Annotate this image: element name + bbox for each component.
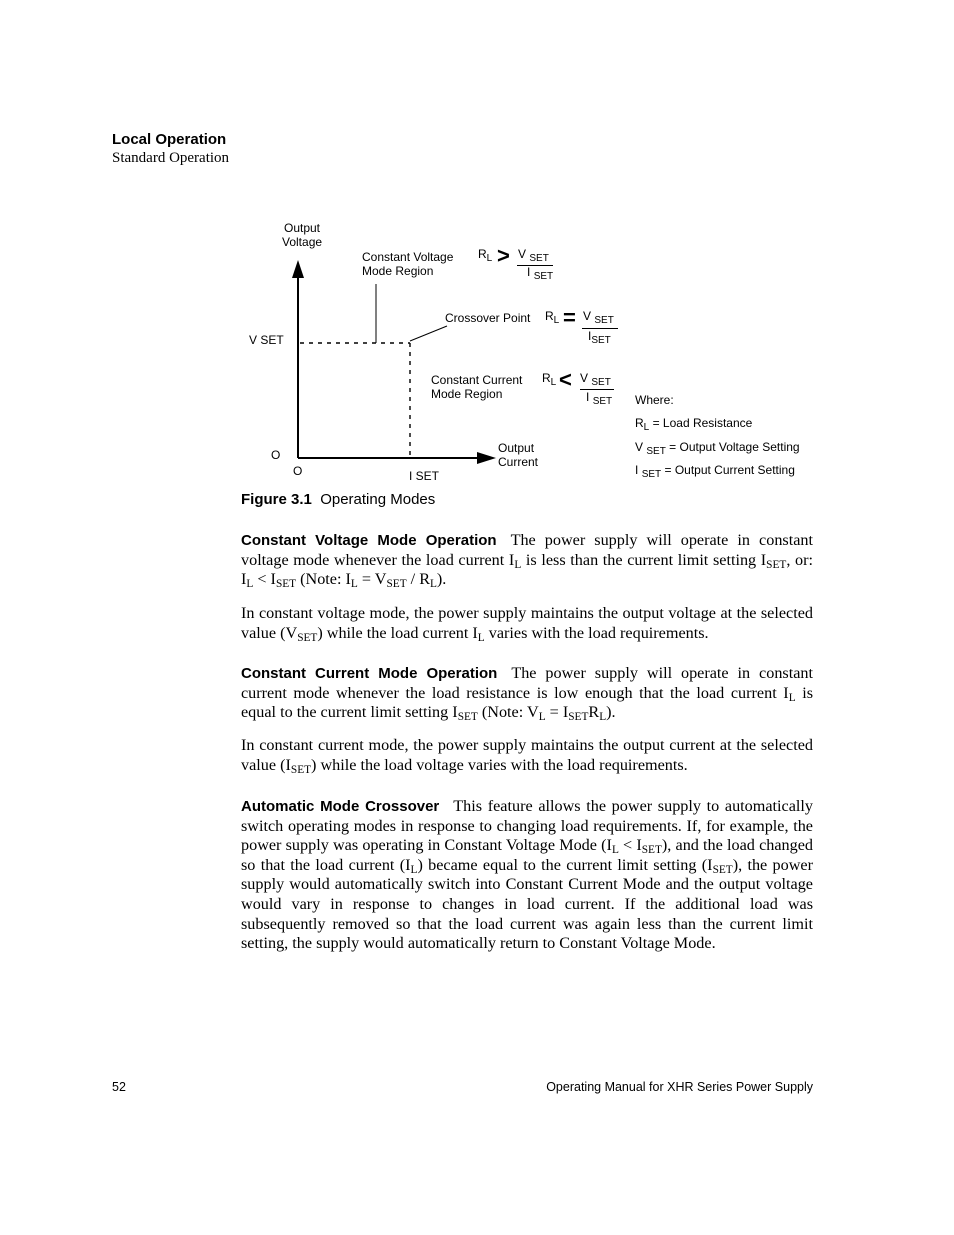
- formula-v: V: [583, 309, 592, 323]
- formula-l-sub: L: [486, 253, 493, 264]
- y-axis-label-line2: Voltage: [282, 235, 323, 249]
- page-number: 52: [112, 1080, 126, 1094]
- legend-v: V: [635, 440, 644, 454]
- formula-r: R: [478, 247, 487, 261]
- formula-i: I: [527, 265, 531, 279]
- legend-vset: [635, 440, 800, 456]
- y-axis-label-line1: Output: [283, 221, 321, 235]
- legend-r: R: [635, 416, 644, 430]
- formula-vset-numerator: [580, 371, 611, 387]
- formula-v: V: [580, 371, 589, 385]
- legend-vset-definition: = Output Voltage Setting: [669, 440, 800, 454]
- formula-set-sub: SET: [591, 377, 611, 388]
- crossover-leader: [410, 326, 447, 341]
- cv-region-label-line2: Mode Region: [362, 264, 434, 278]
- crossover-point-label: Crossover Point: [445, 311, 531, 325]
- formula-set-sub: SET: [533, 271, 554, 282]
- legend-set-sub: SET: [641, 469, 662, 480]
- formula-iset-denominator: [586, 390, 612, 406]
- formula-set-sub: SET: [529, 253, 549, 264]
- cc-region-label: [431, 373, 522, 401]
- amc-paragraph: Automatic Mode Crossover This feature allows the power supply to automatically switch operating modes in response to changing load requirements. If, for example, the power supply was operating in Constant Voltage Mode $(I_L < I_{SET})$, and the load changed so that the load current $(I_L)$ became equal to the current limit setting $(I_{SET})$, the power supply would automatically switch into Constant Current Mode and the output voltage would vary in response to changes in load current. If the additional load was subsequently removed so that the load current was again less than the current limit setting, the supply would automatically return to Constant Voltage Mode.: [241, 797, 813, 953]
- formula-iset-denominator: [527, 265, 553, 281]
- formula-r: R: [542, 371, 551, 385]
- cv-region-label-line1: Constant Voltage: [362, 250, 454, 264]
- formula-rl-equal: [545, 309, 559, 325]
- formula-i: I: [586, 390, 590, 404]
- legend-rl-definition: = Load Resistance: [652, 416, 753, 430]
- legend-iset: [635, 463, 795, 479]
- formula-v: V: [518, 247, 527, 261]
- figure-number: Figure 3.1: [241, 491, 312, 508]
- footer-doc-title: Operating Manual for XHR Series Power Supply: [546, 1080, 813, 1094]
- formula-r: R: [545, 309, 554, 323]
- figure-title: Operating Modes: [320, 491, 436, 508]
- cc-region-label-line2: Mode Region: [431, 387, 503, 401]
- cc-paragraph-1: Constant Current Mode Operation The power supply will operate in constant current mode whenever the load resistance is low enough that the load current $I_L$ is equal to the current limit setting $I_{SET}$ (Note: $V_L = I_{SET}R_L$).: [241, 664, 814, 724]
- origin-x-label: O: [293, 464, 303, 478]
- legend-i: I: [635, 463, 639, 477]
- figure-caption: [241, 491, 435, 508]
- legend-l-sub: L: [643, 422, 650, 433]
- section-subtitle: Standard Operation: [112, 150, 230, 166]
- cv-paragraph-1: Constant Voltage Mode Operation The power supply will operate in constant voltage mode whenever the load current $I_L$ is less than the current limit setting $I_{SET}$, or: $I_L < I_{SET}$ (Note: $I_L = V_{SET} / R_L$).: [241, 531, 813, 591]
- y-axis-arrowhead: [292, 260, 304, 278]
- formula-set-sub: SET: [591, 335, 611, 346]
- formula-vset-numerator: [518, 247, 549, 263]
- x-axis-label-line2: Current: [498, 455, 539, 469]
- formula-l-sub: L: [553, 315, 560, 326]
- section-title: Local Operation: [112, 131, 227, 148]
- formula-l-sub: L: [550, 377, 557, 388]
- legend-iset-definition: = Output Current Setting: [664, 463, 795, 477]
- legend-set-sub: SET: [646, 446, 666, 457]
- cv-heading: Constant Voltage Mode Operation: [241, 532, 497, 549]
- formula-iset-denominator: [588, 329, 611, 345]
- cc-heading: Constant Current Mode Operation: [241, 665, 498, 682]
- legend-rl: [635, 416, 752, 432]
- formula-rl-less: [542, 371, 556, 387]
- x-axis-label-line1: Output: [498, 441, 535, 455]
- iset-label: I SET: [409, 469, 440, 483]
- origin-y-label: O: [271, 448, 281, 462]
- x-axis-label: [498, 441, 538, 469]
- formula-set-sub: SET: [592, 396, 613, 407]
- formula-rl-greater: [478, 247, 492, 263]
- formula-i: I: [588, 329, 592, 343]
- vset-label: V SET: [249, 333, 284, 347]
- cc-paragraph-2: In constant current mode, the power supply maintains the output current at the selected value $(I_{SET})$ while the load voltage varies with the load requirements.: [241, 736, 813, 776]
- x-axis-arrowhead: [477, 452, 496, 464]
- formula-set-sub: SET: [594, 315, 614, 326]
- relation-equal: =: [563, 305, 576, 330]
- formula-vset-numerator: [583, 309, 614, 325]
- y-axis-label: [282, 221, 322, 249]
- cv-region-label: [362, 250, 453, 278]
- cv-paragraph-2: In constant voltage mode, the power supply maintains the output voltage at the selected value $(V_{SET})$ while the load current $I_L$ varies with the load requirements.: [241, 604, 813, 644]
- relation-greater-than: >: [497, 243, 510, 268]
- amc-heading: Automatic Mode Crossover: [241, 798, 440, 815]
- relation-less-than: <: [559, 367, 572, 392]
- cc-region-label-line1: Constant Current: [431, 373, 523, 387]
- legend-where: Where:: [635, 393, 674, 407]
- operating-modes-diagram: [0, 0, 954, 520]
